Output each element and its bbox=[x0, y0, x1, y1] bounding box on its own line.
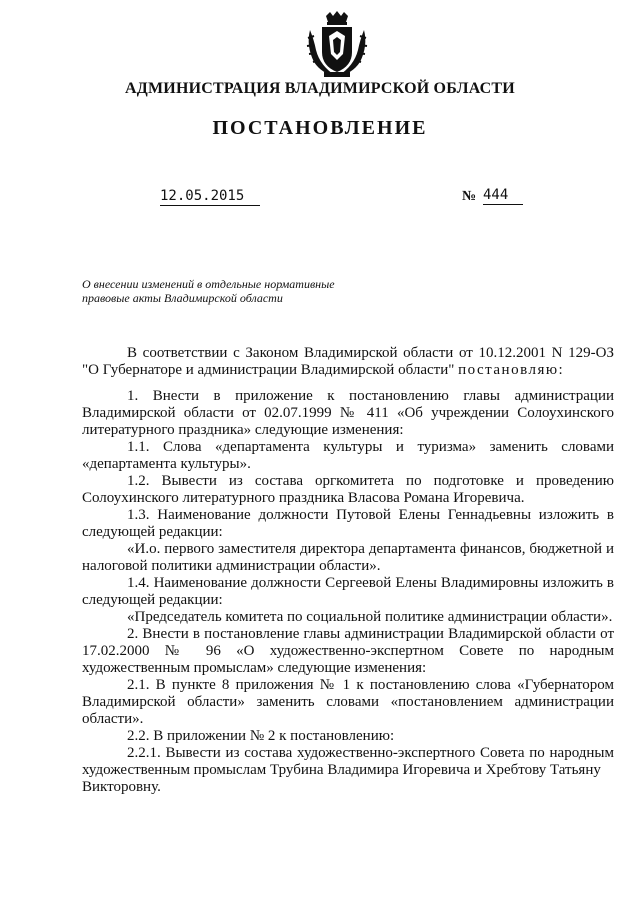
coat-of-arms-icon bbox=[302, 10, 372, 80]
clause-2-2-1-end: Викторовну. bbox=[82, 779, 161, 795]
intro-text: В соответствии с Законом Владимирской области от 10.12.2001 N 129-ОЗ bbox=[127, 345, 614, 361]
subject-line: правовые акты Владимирской области bbox=[82, 291, 283, 305]
clause-1-4: 1.4. Наименование должности Сергеевой Елены Владимировны изложить в следующей редакции: bbox=[82, 575, 614, 608]
clause-2: 2. Внести в постановление главы администрации Владимирской области от 17.02.2000 № 96 «О художественно-экспертном Совете по народным художественным промыслам» следующие изменения: bbox=[82, 626, 614, 676]
clause-2-1: 2.1. В пункте 8 приложения № 1 к постановлению слова «Губернатором Владимирской области» заменить словами «постановлением администрации области». bbox=[82, 677, 614, 727]
clause-1-4-quote: «Председатель комитета по социальной политике администрации области». bbox=[127, 609, 613, 625]
intro-text: "О Губернаторе и администрации Владимирской области" bbox=[82, 362, 455, 378]
document-body bbox=[82, 345, 614, 796]
document-subject bbox=[82, 277, 372, 305]
document-type: ПОСТАНОВЛЕНИЕ bbox=[212, 117, 428, 139]
clause-1-3-quote: «И.о. первого заместителя директора департамента финансов, бюджетной и налоговой политики администрации области». bbox=[82, 541, 614, 574]
intro-paragraph bbox=[82, 345, 614, 379]
intro-decree: постановляю: bbox=[458, 362, 565, 378]
clause-2-2-1: 2.2.1. Вывести из состава художественно-экспертного Совета по народным художественным промыслам Трубина Владимира Игоревича и Хребтову Татьяну bbox=[82, 745, 614, 778]
document-date: 12.05.2015 bbox=[160, 188, 260, 206]
number-label: № bbox=[462, 189, 477, 204]
document-number: 444 bbox=[483, 187, 523, 205]
clause-1: 1. Внести в приложение к постановлению главы администрации Владимирской области от 02.07.1999 № 411 «Об учреждении Солоухинского литературного праздника» следующие изменения: bbox=[82, 388, 614, 438]
clause-1-1: 1.1. Слова «департамента культуры и туризма» заменить словами «департамента культуры». bbox=[82, 439, 614, 472]
clause-1-3: 1.3. Наименование должности Путовой Елены Геннадьевны изложить в следующей редакции: bbox=[82, 507, 614, 540]
clause-1-2: 1.2. Вывести из состава оргкомитета по подготовке и проведению Солоухинского литературного праздника Власова Романа Игоревича. bbox=[82, 473, 614, 506]
organization-name: АДМИНИСТРАЦИЯ ВЛАДИМИРСКОЙ ОБЛАСТИ bbox=[125, 80, 515, 97]
subject-line: О внесении изменений в отдельные нормативные bbox=[82, 277, 335, 291]
clause-2-2: 2.2. В приложении № 2 к постановлению: bbox=[127, 728, 395, 744]
